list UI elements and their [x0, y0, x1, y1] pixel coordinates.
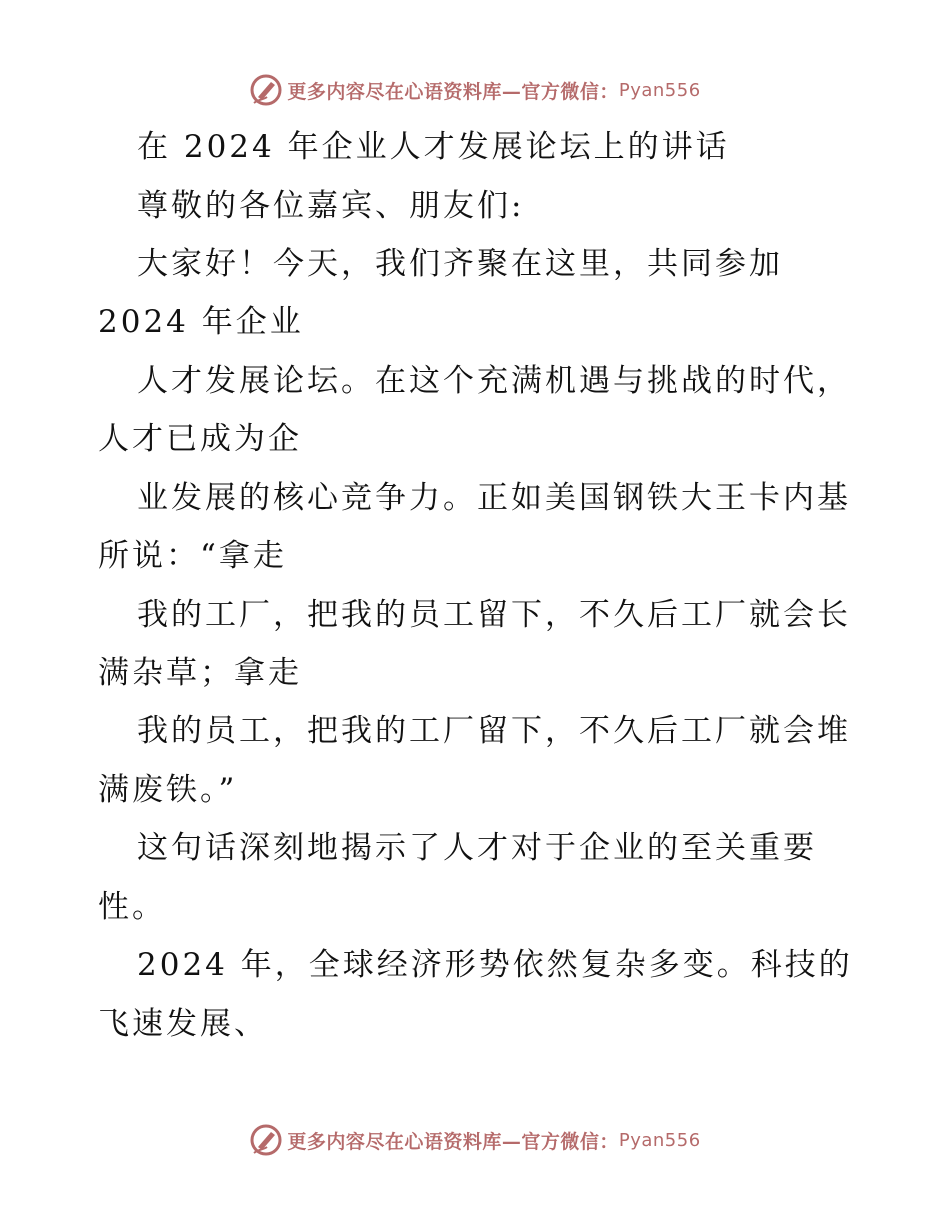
text-line: 性。	[98, 889, 166, 925]
text-line: 业发展的核心竞争力。正如美国钢铁大王卡内基	[137, 480, 851, 516]
text-line: 这句话深刻地揭示了人才对于企业的至关重要	[137, 830, 817, 866]
text-line: 满杂草；拿走	[98, 655, 302, 691]
footer-banner	[0, 1120, 950, 1160]
pen-circle-icon	[249, 73, 283, 107]
text-line: 大家好！今天，我们齐聚在这里，共同参加	[137, 246, 783, 282]
text-line: 满废铁。”	[98, 772, 238, 808]
banner-text: 更多内容尽在心语资料库—官方微信：	[287, 80, 619, 103]
speech-title: 在 2024 年企业人才发展论坛上的讲话	[137, 129, 730, 165]
text-line: 飞速发展、	[98, 1006, 268, 1042]
text-line: 我的工厂，把我的员工留下，不久后工厂就会长	[137, 597, 851, 633]
pen-circle-icon	[249, 1123, 283, 1157]
banner-wechat-id: Pyan556	[618, 79, 701, 101]
text-line: 所说：“拿走	[98, 538, 287, 574]
text-line: 人才已成为企	[98, 421, 302, 457]
text-line: 人才发展论坛。在这个充满机遇与挑战的时代，	[137, 363, 851, 399]
banner-text: 更多内容尽在心语资料库—官方微信：	[287, 1130, 619, 1153]
text-line: 2024 年企业	[98, 304, 304, 340]
text-line: 我的员工，把我的工厂留下，不久后工厂就会堆	[137, 713, 851, 749]
salutation: 尊敬的各位嘉宾、朋友们:	[137, 188, 525, 224]
banner-wechat-id: Pyan556	[618, 1129, 701, 1151]
text-line: 2024 年，全球经济形势依然复杂多变。科技的	[137, 947, 853, 983]
header-banner	[0, 70, 950, 110]
